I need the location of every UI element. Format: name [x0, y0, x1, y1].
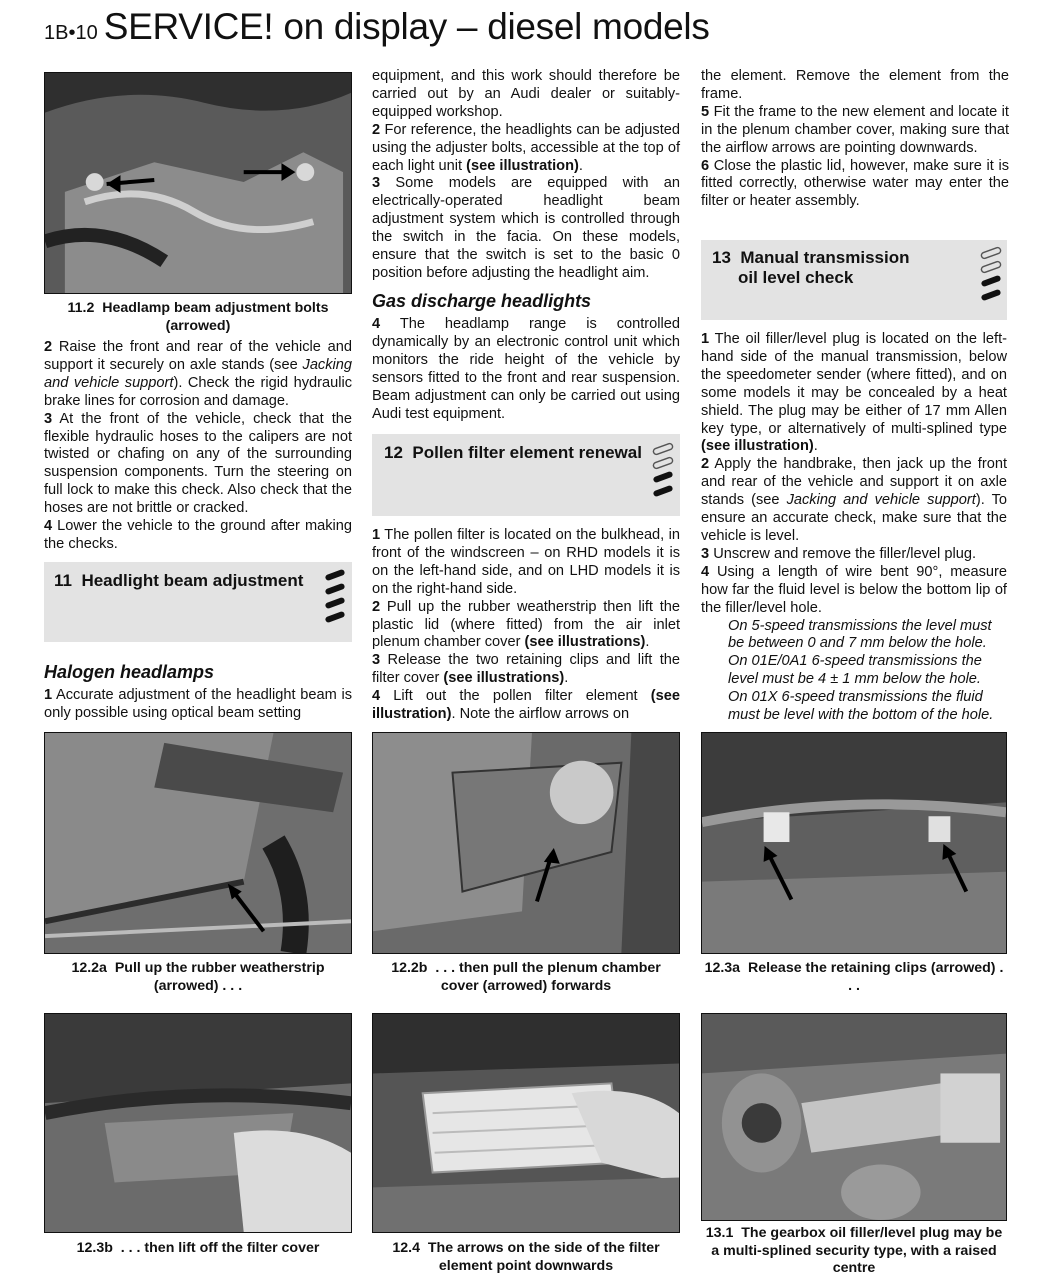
column-2-body — [372, 68, 680, 283]
section-12-title: 12 Pollen filter element renewal — [384, 443, 642, 462]
note: On 5-speed transmissions the level must be between 0 and 7 mm below the hole. — [728, 617, 992, 652]
paragraph: 2 For reference, the headlights can be adjusted using the adjuster bolts, accessible at the top of each light unit (see illustration). — [372, 121, 680, 174]
page-number: 1B•10 — [44, 22, 98, 44]
photo-12-4 — [372, 1013, 680, 1233]
caption-11-2: 11.2 Headlamp beam adjustment bolts (arrowed) — [67, 300, 329, 334]
spanner-rating-icon — [978, 246, 1004, 312]
note: On 01E/0A1 6-speed transmissions the level must be 4 ± 1 mm below the hole. — [728, 653, 982, 688]
column-3-body-b — [701, 331, 1007, 725]
paragraph: 4 Lift out the pollen filter element (see illustration). Note the airflow arrows on — [372, 688, 680, 723]
photo-12-2a — [44, 732, 352, 954]
paragraph: 2 Raise the front and rear of the vehicle and support it securely on axle stands (see Jacking and vehicle support). Check the rigid hydraulic brake lines for corrosion and damage. — [44, 339, 352, 409]
paragraph: equipment, and this work should therefore be carried out by an Audi dealer or suitably-equipped workshop. — [372, 68, 680, 120]
spanner-rating-icon — [322, 568, 348, 634]
paragraph: 4 Using a length of wire bent 90°, measure how far the fluid level is below the bottom lip of the filler/level hole. — [701, 563, 1007, 616]
caption-12-2b: 12.2b . . . then pull the plenum chamber cover (arrowed) forwards — [391, 960, 661, 994]
paragraph: 4 Lower the vehicle to the ground after making the checks. — [44, 518, 352, 552]
caption-12-3a: 12.3a Release the retaining clips (arrowed) . . . — [704, 960, 1004, 994]
paragraph: 2 Apply the handbrake, then jack up the front and rear of the vehicle and support it on axle stands (see Jacking and vehicle support). To ensure an accurate check, make sure that the vehicle is level. — [701, 456, 1008, 544]
column-3-body — [701, 68, 1009, 211]
photo-11-2 — [44, 72, 352, 294]
subhead-gas-discharge: Gas discharge headlights — [372, 291, 592, 311]
caption-12-4: 12.4 The arrows on the side of the filter element point downwards — [392, 1240, 660, 1274]
paragraph: 2 Pull up the rubber weatherstrip then lift the plastic lid (where fitted) from the air inlet plenum chamber cover (see illustrations). — [372, 598, 680, 651]
photo-12-3a — [701, 732, 1007, 954]
caption-12-3b: 12.3b . . . then lift off the filter cover — [76, 1240, 320, 1256]
paragraph: 5 Fit the frame to the new element and locate it in the plenum chamber cover, making sure that the airflow arrows are pointing downwards. — [701, 103, 1009, 156]
column-1-body-b — [44, 687, 352, 723]
paragraph: 3 Some models are equipped with an electrically-operated headlight beam adjustment system which is controlled through the switch in the facia. On these models, ensure that the switch is set to the basic 0 position before adjusting the headlight aim. — [372, 175, 680, 281]
spanner-rating-icon — [650, 442, 676, 508]
column-2-body-c — [372, 527, 680, 724]
paragraph: 3 At the front of the vehicle, check that the flexible hydraulic hoses to the calipers are not twisted or chafing on any of the surrounding suspension components. Turn the steering on full lock to make this check. Also check that the hoses are not brittle or cracked. — [44, 410, 352, 517]
subhead-halogen: Halogen headlamps — [44, 662, 215, 682]
section-13-title: 13 Manual transmission oil level check — [712, 248, 910, 287]
paragraph: 1 Accurate adjustment of the headlight beam is only possible using optical beam setting — [44, 687, 353, 721]
page-header — [44, 6, 710, 58]
section-11-title: 11 Headlight beam adjustment — [54, 571, 304, 590]
paragraph: 6 Close the plastic lid, however, make sure it is fitted correctly, otherwise water may enter the filter or heater assembly. — [701, 157, 1009, 210]
page-title: SERVICE! on display – diesel models — [103, 6, 710, 47]
caption-13-1: 13.1 The gearbox oil filler/level plug may be a multi-splined security type, with a raised centre — [705, 1225, 1003, 1276]
paragraph: 3 Release the two retaining clips and lift the filter cover (see illustrations). — [372, 652, 680, 687]
paragraph: 3 Unscrew and remove the filler/level plug. — [701, 545, 976, 562]
paragraph: the element. Remove the element from the frame. — [701, 68, 1009, 102]
paragraph: 4 The headlamp range is controlled dynamically by an electronic control unit which monitors the ride height of the vehicle by sensors fitted to the front and rear suspension. Beam adjustment can only be carried out using Audi test equipment. — [372, 316, 680, 422]
caption-12-2a: 12.2a Pull up the rubber weatherstrip (arrowed) . . . — [71, 960, 325, 994]
photo-13-1 — [701, 1013, 1007, 1221]
photo-12-3b — [44, 1013, 352, 1233]
paragraph: 1 The oil filler/level plug is located on the left-hand side of the manual transmission, below the speedometer sender (where fitted), and on some models it may be concealed by a heat shield. The plug may be either of 17 mm Allen key type, or alternatively of multi-splined type (see illustration). — [701, 331, 1007, 455]
column-1-body — [44, 339, 352, 554]
note: On 01X 6-speed transmissions the fluid must be level with the bottom of the hole. — [728, 689, 994, 724]
photo-12-2b — [372, 732, 680, 954]
column-2-body-b — [372, 316, 680, 423]
paragraph: 1 The pollen filter is located on the bulkhead, in front of the windscreen – on RHD models it is on the left-hand side, and on LHD models it is on the right-hand side. — [372, 527, 681, 597]
